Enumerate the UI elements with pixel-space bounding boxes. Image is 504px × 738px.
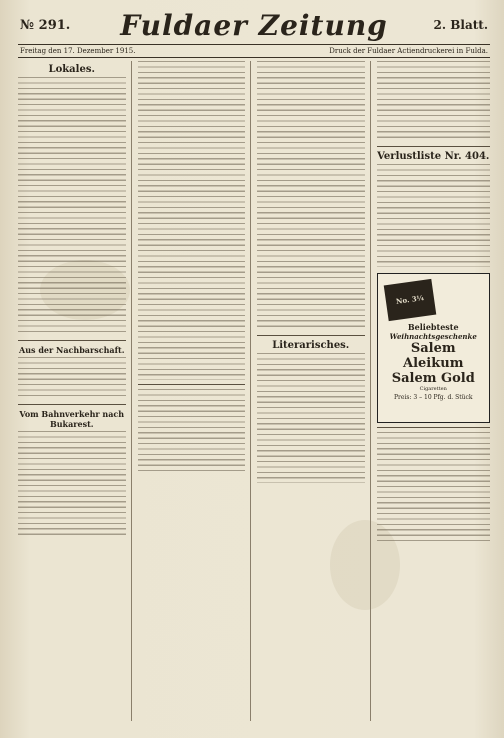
section-divider [377, 427, 491, 428]
ad-tagline: Weihnachtsgeschenke [389, 331, 477, 341]
column-3 [257, 61, 371, 721]
body-text-block [18, 431, 126, 539]
date-line [18, 45, 490, 58]
issue-date: Freitag den 17. Dezember 1915. [20, 47, 136, 55]
section-heading: Literarisches. [272, 340, 350, 351]
ad-brand: Salem Aleikum [403, 340, 464, 371]
ad-kicker: Beliebteste [407, 321, 459, 332]
masthead [18, 8, 490, 45]
sheet-number: 2. Blatt. [433, 18, 488, 32]
newspaper-title: Fuldaer Zeitung [120, 8, 388, 42]
body-text-block [18, 77, 126, 336]
section-divider [257, 335, 365, 336]
cigarette-advertisement [377, 273, 491, 423]
body-text-block [377, 432, 491, 545]
printer-credit: Druck der Fuldaer Actiendruckerei in Fulda. [329, 47, 488, 55]
section-heading: Verlustliste Nr. 404. [377, 151, 490, 162]
ad-price: Preis: 3 – 10 Pfg. d. Stück [393, 393, 473, 401]
section-heading: Vom Bahnverkehr nach Bukarest. [19, 409, 125, 430]
article-columns [18, 61, 490, 721]
body-text-block [18, 357, 126, 400]
ad-product: Cigaretten [419, 385, 447, 392]
column-2 [138, 61, 252, 721]
section-heading: Lokales. [48, 64, 95, 75]
issue-number: № 291. [20, 17, 71, 33]
section-divider [18, 404, 126, 405]
body-text-block [257, 353, 365, 483]
column-4 [377, 61, 491, 721]
ad-brand-secondary: Salem Gold [391, 370, 475, 386]
body-text-block [377, 164, 491, 267]
section-divider [377, 146, 491, 147]
column-1 [18, 61, 132, 721]
body-text-block [377, 61, 491, 142]
section-divider [138, 384, 246, 385]
body-text-block [138, 61, 246, 380]
cigarette-tin-illustration: No. 3¼ [383, 278, 436, 320]
section-divider [18, 340, 126, 341]
section-heading: Aus der Nachbarschaft. [19, 345, 125, 356]
body-text-block [138, 389, 246, 475]
body-text-block [257, 61, 365, 331]
